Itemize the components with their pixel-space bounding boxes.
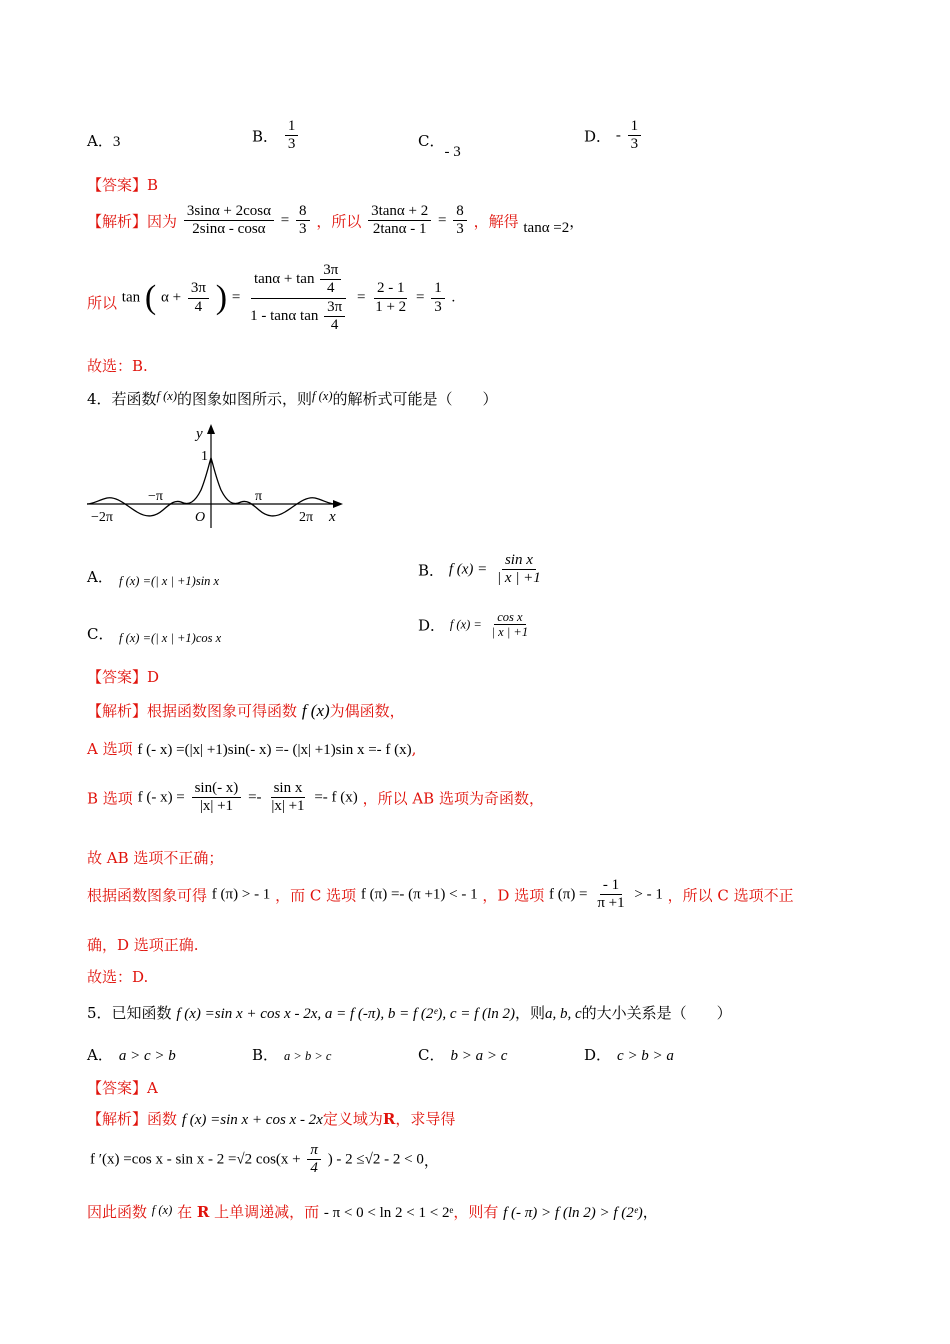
2pi-label: 2π (299, 510, 314, 525)
y-axis-arrow (207, 424, 215, 434)
origin-label: O (195, 510, 206, 525)
q4-analysis-cd-cont: 确，D 选项正确. (87, 936, 199, 954)
q4-option-d: D． f (x) = $\frac{\text{cos x}}{| x | +1}$ (418, 610, 529, 640)
q4-analysis-b: B 选项 f (- x) = $\frac{\sin(- x)}{|x| +1}$ =- $\frac{\text{sin x}}{|x| +1}$ =- f (x) ，所以 AB 选项为奇函数， (87, 780, 544, 815)
q5-answer: 【答案】A (87, 1079, 158, 1097)
q5-option-c: C． b > a > c (418, 1046, 508, 1064)
q3-analysis-line2: 所以 tan ( α + $\frac{3\pi}{4}$ ) = tanα + tan $\frac{3\pi}{4}$ 1 - tanα tan $\frac{3\pi}{4}$ = $\frac{2 - 1}{1 + 2}$ = $\frac{1}{3}$ . (87, 262, 456, 333)
one-label: 1 (201, 449, 208, 464)
q5-option-b: B． a > b > c (252, 1046, 332, 1064)
q5-option-d: D． c > b > a (584, 1046, 674, 1064)
neg-pi-label: −π (148, 489, 163, 504)
y-label: y (196, 426, 203, 442)
q5-derivative: f ′(x) =cos x - sin x - 2 =√2 cos(x + $\frac{\pi}{4}$ ) - 2 ≤√2 - 2 < 0， (90, 1142, 439, 1177)
q3-choose: 故选：B. (87, 357, 148, 375)
q4-option-c-expr: f (x) =(| x | +1)cos x (119, 631, 222, 645)
q4-analysis-cd: 根据函数图象可得 f (π) > - 1 ，而 C 选项 f (π) =- (π +1) < - 1 ，D 选项 f (π) = $\frac{- 1}{\pi +1}$ > - 1 ，所以 C 选项不正 (87, 877, 794, 912)
x-label: x (329, 509, 336, 525)
q4-question: 4．若函数$^{f (x)}$的图象如图所示，则$^{f (x)}$的解析式可能是（ ） (87, 389, 498, 408)
q4-answer: 【答案】D (87, 668, 160, 686)
q4-option-a: A． (87, 568, 113, 586)
q4-function-graph (85, 420, 350, 530)
neg-2pi-label: −2π (91, 510, 113, 525)
q3-analysis-line1: 【解析】因为 $\frac{3\sin\alpha + 2\cos\alpha}{2\sin\alpha - \cos\alpha}$ = $\frac{8}{3}$ ，所以 $\frac{3\tan\alpha + 2}{2\tan\alpha - 1}$ = $\frac{8}{3}$ ，解得 tanα =2， (87, 203, 585, 238)
q4-analysis-line1: 【解析】根据函数图象可得函数 f (x)为偶函数， (87, 701, 405, 720)
q5-question: 5．已知函数 f (x) =sin x + cos x - 2x, a = f (-π), b = f (2ᵉ), c = f (ln 2)，则a, b, c的大小关系是（ ） (87, 1004, 732, 1022)
q3-option-a: A．3 (87, 132, 121, 150)
q5-analysis-line1: 【解析】函数 f (x) =sin x + cos x - 2x定义域为R，求导得 (87, 1110, 456, 1128)
q4-analysis-a: A 选项 f (- x) =(|x| +1)sin(- x) =- (|x| +1)sin x =- f (x), (87, 740, 417, 758)
q4-choose: 故选：D. (87, 968, 149, 986)
q4-option-a-expr: f (x) =(| x | +1)sin x (119, 574, 220, 588)
q3-option-b: B． $\frac{1}{3}$ (252, 118, 300, 154)
q5-option-a: A． a > c > b (87, 1046, 176, 1064)
q5-analysis-line3: 因此函数 $^{f (x)}$ 在 R 上单调递减，而 - π < 0 < ln 2 < 1 < 2ᵉ，则有 f (- π) > f (ln 2) > f (2ᵉ)， (87, 1203, 658, 1221)
q4-ab-wrong: 故 AB 选项不正确； (87, 849, 224, 867)
q3-answer: 【答案】B (87, 176, 159, 194)
q3-option-d: D． - $\frac{1}{3}$ (584, 118, 643, 154)
q3-option-c: C．- 3 (418, 132, 461, 160)
q4-option-b: B． f (x) = $\frac{\text{sin x}}{| x | +1}$ (418, 552, 541, 587)
pi-label: π (255, 489, 263, 504)
q4-option-c: C． (87, 625, 114, 643)
